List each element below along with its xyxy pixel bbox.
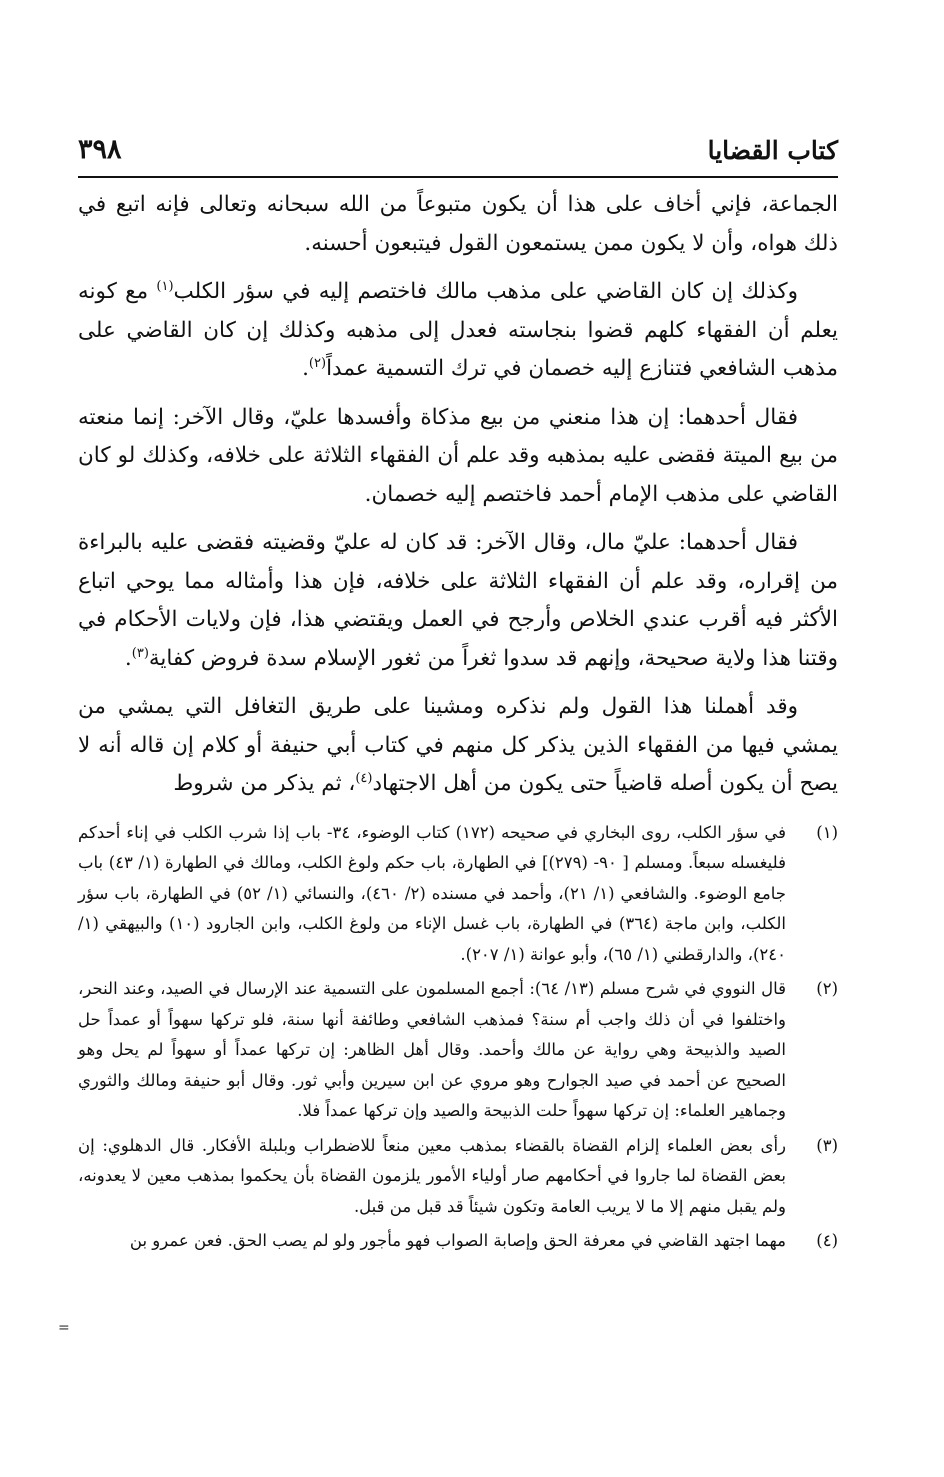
paragraph-text: وكذلك إن كان القاضي على مذهب مالك فاختصم إليه في سؤر الكلب bbox=[173, 279, 799, 304]
footnote-text: قال النووي في شرح مسلم (١٣/ ٦٤): أجمع المسلمون على التسمية عند الإرسال في الصيد، وعند النحر، واختلفوا في أن ذلك واجب أم سنة؟ فمذهب الشافعي وطائفة أنها سنة، فلو تركها سهواً أو عمداً حل الصيد والذبيحة وهي رواية عن مالك وأحمد. وقال أهل الظاهر: إن تركها عمداً أو سهواً لم يحل وهو الصحيح عن أحمد في صيد الجوارح وهو مروي عن ابن سيرين وأبي ثور. وقال أبو حنيفة ومالك والثوري وجماهير العلماء: إن تركها سهواً حلت الذبيحة والصيد وإن تركها عمداً فلا. bbox=[78, 979, 786, 1120]
footnote bbox=[78, 1131, 838, 1223]
footnote-ref: (٢) bbox=[308, 355, 327, 371]
running-header bbox=[78, 126, 838, 178]
main-text bbox=[78, 186, 838, 804]
page-number: ٣٩٨ bbox=[78, 134, 122, 165]
running-title: كتاب القضايا bbox=[707, 136, 838, 165]
footnote-text: في سؤر الكلب، روى البخاري في صحيحه (١٧٢) كتاب الوضوء، ٣٤- باب إذا شرب الكلب في إناء أحدكم فليغسله سبعاً. ومسلم [ ٩٠- (٢٧٩)] في الطهارة، باب حكم ولوغ الكلب، ومالك في الطهارة (١/ ٤٣) باب جامع الوضوء. والشافعي (١/ ٢١)، وأحمد في مسنده (٢/ ٤٦٠)، والنسائي (١/ ٥٢) في الطهارة، باب سؤر الكلب، وابن ماجة (٣٦٤) في الطهارة، باب غسل الإناء من ولوغ الكلب، وابن الجارود (١٠) والبيهقي (١/ ٢٤٠)، والدارقطني (١/ ٦٥)، وأبو عوانة (١/ ٢٠٧). bbox=[78, 822, 786, 964]
paragraph: فقال أحدهما: إن هذا منعني من بيع مذكاة وأفسدها عليّ، وقال الآخر: إنما منعته من بيع الميتة فقضى عليه بمذهبه وقد علم أن الفقهاء الثلاثة على خلافه، وكذلك لو كان القاضي على مذهب الإمام أحمد فاختصم إليه خصمان. bbox=[78, 404, 838, 507]
paragraph-text: ، ثم يذكر من شروط bbox=[173, 771, 356, 796]
paragraph-text: . bbox=[302, 356, 309, 381]
footnote bbox=[78, 1226, 838, 1257]
paragraph-text: وقد أهملنا هذا القول ولم نذكره ومشينا على طريق التغافل التي يمشي من يمشي فيها من الفقهاء الذين يذكر كل منهم في كتاب أبي حنيفة أو كلام إن قاله أنه لا يصح أن يكون أصله قاضياً حتى يكون من أهل الاجتهاد bbox=[78, 694, 838, 796]
paragraph-text: فقال أحدهما: عليّ مال، وقال الآخر: قد كان له عليّ وقضيته فقضى عليه بالبراءة من إقراره، وقد علم أن الفقهاء الثلاثة على خلافه، فإن هذا وأمثاله مما يوحي اتباع الأكثر فيه أقرب عندي الخلاص وأرجح في العمل ويقتضي هذا، فإن ولايات الأحكام في وقتنا هذا ولاية صحيحة، وإنهم قد سدوا ثغراً من ثغور الإسلام سدة فروض كفاية bbox=[78, 530, 838, 671]
footnote-number: (٤) bbox=[816, 1231, 838, 1250]
footnote-number: (١) bbox=[816, 822, 838, 842]
footnote bbox=[78, 818, 838, 971]
book-page bbox=[78, 126, 838, 1261]
footnote bbox=[78, 974, 838, 1127]
footnote-ref: (١) bbox=[156, 278, 174, 294]
paragraph bbox=[78, 524, 838, 678]
paragraph bbox=[78, 688, 838, 804]
footnotes bbox=[78, 818, 838, 1257]
footnote-number: (٣) bbox=[816, 1135, 838, 1155]
margin-mark: = bbox=[58, 1320, 70, 1336]
footnote-ref: (٤) bbox=[355, 770, 373, 786]
paragraph-text: . bbox=[124, 645, 132, 671]
footnote-ref: (٣) bbox=[131, 645, 149, 661]
paragraph bbox=[78, 273, 838, 389]
footnote-text: رأى بعض العلماء إلزام القضاة بالقضاء بمذهب معين منعاً للاضطراب وبلبلة الأفكار. قال الدهلوي: إن بعض القضاة لما جاروا في أحكامهم صار أولياء الأمور يلزمون القضاة بأن يحكموا بمذهب معين لا يعدونه، ولم يقبل منهم إلا ما لا يريب العامة وتكون شيئاً قد قبل من قبل. bbox=[78, 1135, 786, 1216]
footnote-text: مهما اجتهد القاضي في معرفة الحق وإصابة الصواب فهو مأجور ولو لم يصب الحق. فعن عمرو بن bbox=[129, 1231, 786, 1250]
paragraph: الجماعة، فإني أخاف على هذا أن يكون متبوعاً من الله سبحانه وتعالى فإنه اتبع في ذلك هواه، وأن لا يكون ممن يستمعون القول فيتبعون أحسنه. bbox=[78, 192, 838, 256]
footnote-number: (٢) bbox=[816, 979, 838, 998]
paragraph-text: مع كونه يعلم أن الفقهاء كلهم قضوا بنجاسته فعدل إلى مذهبه وكذلك إن كان القاضي على مذهب الشافعي فتنازع إليه خصمان في ترك التسمية عمداً bbox=[78, 279, 838, 381]
